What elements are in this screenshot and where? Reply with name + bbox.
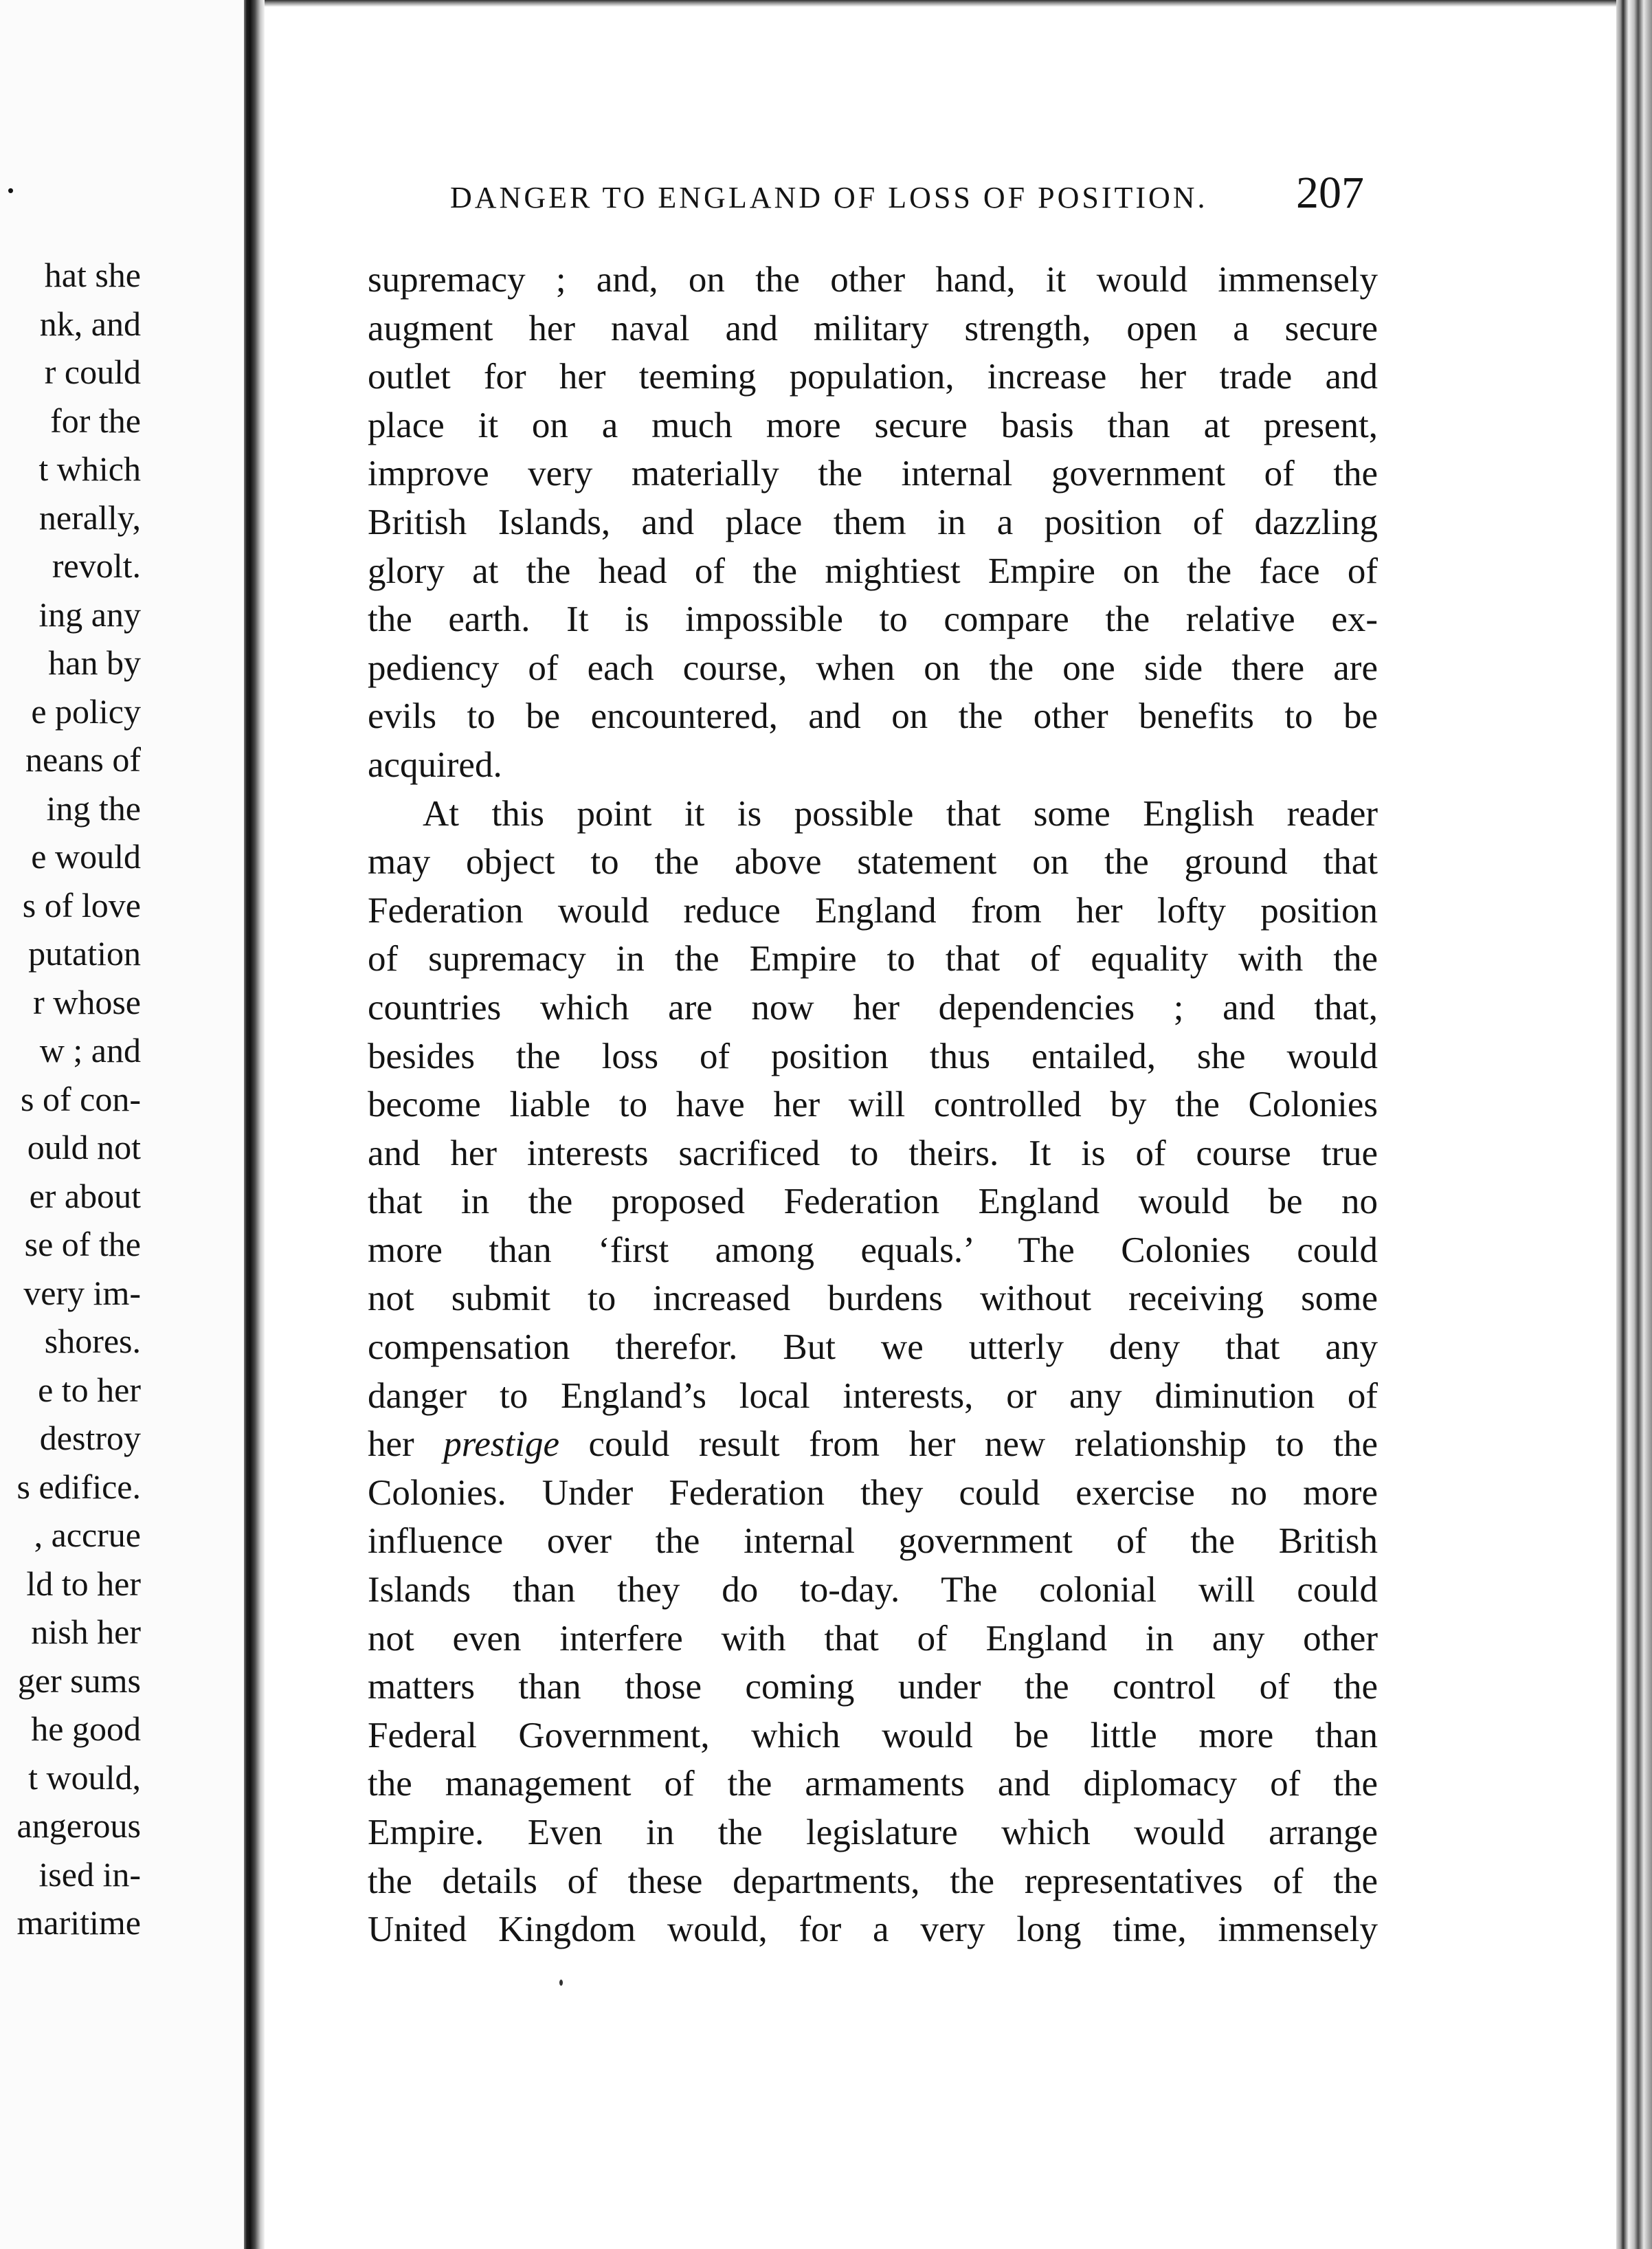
- text-line: supremacy ; and, on the other hand, it would immensely: [368, 260, 1378, 300]
- text-line: not even interfere with that of England in any other: [368, 1618, 1378, 1659]
- text-line: matters than those coming under the control of the: [368, 1667, 1378, 1707]
- facing-line: han by: [48, 643, 141, 682]
- text-line: United Kingdom would, for a very long time, immensely: [368, 1909, 1378, 1950]
- text-line: Colonies. Under Federation they could exercise no more: [368, 1472, 1378, 1513]
- text-line: compensation therefor. But we utterly deny that any: [368, 1327, 1378, 1368]
- running-head-title: DANGER TO ENGLAND OF LOSS OF POSITION.: [450, 181, 1208, 214]
- facing-line: s of con-: [21, 1079, 141, 1118]
- facing-line: w ; and: [39, 1031, 141, 1070]
- facing-line: maritime: [16, 1903, 141, 1942]
- text-line: improve very materially the internal government of the: [368, 454, 1378, 494]
- text-line: augment her naval and military strength, open a secure: [368, 308, 1378, 348]
- facing-line: e policy: [31, 691, 141, 731]
- body-text: [368, 256, 1378, 1954]
- facing-line: e would: [31, 837, 141, 876]
- book-gutter: [244, 0, 265, 2249]
- facing-line: nerally,: [38, 498, 141, 537]
- facing-line: ould not: [27, 1128, 141, 1166]
- facing-line: putation: [28, 934, 141, 973]
- facing-line: , accrue: [34, 1516, 141, 1554]
- facing-line: hat she: [44, 256, 141, 294]
- facing-line: nish her: [31, 1613, 141, 1651]
- facing-line: t would,: [28, 1758, 141, 1797]
- facing-line: he good: [31, 1709, 141, 1748]
- text-line: the management of the armaments and diplomacy of the: [368, 1764, 1378, 1804]
- text-segment: could result from her new relationship to the: [559, 1424, 1378, 1465]
- facing-line: s of love: [22, 885, 141, 924]
- facing-line: ing the: [46, 788, 141, 828]
- facing-line: se of the: [24, 1225, 141, 1263]
- facing-line: r whose: [33, 982, 141, 1021]
- facing-line: for the: [50, 401, 141, 440]
- paragraph-end-line: acquired.: [368, 744, 502, 785]
- facing-line: r could: [44, 353, 141, 391]
- facing-page-lines: [0, 251, 141, 1947]
- text-line: of supremacy in the Empire to that of equality with the: [368, 939, 1378, 979]
- text-line: Empire. Even in the legislature which would arrange: [368, 1813, 1378, 1852]
- text-line: not submit to increased burdens without receiving some: [368, 1278, 1378, 1319]
- text-line: and her interests sacrificed to theirs. It is of course true: [368, 1133, 1378, 1173]
- facing-line: ger sums: [17, 1661, 141, 1700]
- italic-word: prestige: [443, 1424, 560, 1465]
- facing-line: nk, and: [39, 304, 141, 343]
- paragraph-start-line: At this point it is possible that some English reader: [423, 793, 1378, 834]
- facing-page-mark: .: [5, 156, 16, 201]
- running-head: [450, 168, 1364, 223]
- text-segment: her: [368, 1424, 444, 1465]
- facing-line: s edifice.: [16, 1467, 141, 1506]
- text-line: the details of these departments, the representatives of the: [368, 1861, 1378, 1901]
- text-line: place it on a much more secure basis than at present,: [368, 405, 1378, 445]
- text-line: countries which are now her dependencies ; and that,: [368, 987, 1378, 1028]
- text-line-with-italic: [368, 1420, 1378, 1469]
- page-number: 207: [1296, 168, 1364, 218]
- text-line: British Islands, and place them in a position of dazzling: [368, 502, 1378, 542]
- facing-line: t which: [38, 450, 141, 488]
- facing-line: shores.: [44, 1322, 141, 1360]
- facing-line: ised in-: [38, 1854, 141, 1894]
- text-line: more than ‘first among equals.’ The Colonies could: [368, 1230, 1378, 1270]
- text-line: outlet for her teeming population, increase her trade and: [368, 357, 1378, 397]
- text-line: Federal Government, which would be little more than: [368, 1715, 1378, 1755]
- text-line: influence over the internal government of the British: [368, 1521, 1378, 1562]
- facing-line: neans of: [25, 740, 141, 779]
- text-line: Islands than they do to-day. The colonial will could: [368, 1570, 1378, 1610]
- text-line: glory at the head of the mightiest Empire on the face of: [368, 551, 1378, 591]
- facing-line: ing any: [38, 595, 141, 634]
- facing-line: destroy: [39, 1419, 141, 1457]
- page-fore-edge: [1616, 0, 1652, 2249]
- ink-speck: [559, 1980, 563, 1986]
- text-line: become liable to have her will controlled by the Colonies: [368, 1085, 1378, 1125]
- text-line: besides the loss of position thus entailed, she would: [368, 1036, 1378, 1076]
- facing-line: angerous: [16, 1806, 141, 1845]
- text-line: pediency of each course, when on the one side there are: [368, 647, 1378, 688]
- facing-page-fragment: [0, 0, 244, 2249]
- text-line: that in the proposed Federation England would be no: [368, 1182, 1378, 1222]
- facing-line: revolt.: [52, 546, 141, 585]
- facing-line: e to her: [38, 1370, 141, 1409]
- text-line: evils to be encountered, and on the other benefits to be: [368, 696, 1378, 737]
- page-top-edge: [265, 0, 1616, 7]
- facing-line: very im-: [23, 1273, 141, 1312]
- facing-line: ld to her: [26, 1564, 141, 1603]
- text-line: the earth. It is impossible to compare the relative ex-: [368, 599, 1378, 640]
- text-line: Federation would reduce England from her lofty position: [368, 890, 1378, 931]
- text-line: danger to England’s local interests, or any diminution of: [368, 1375, 1378, 1416]
- text-line: may object to the above statement on the ground that: [368, 842, 1378, 883]
- facing-line: er about: [29, 1176, 141, 1215]
